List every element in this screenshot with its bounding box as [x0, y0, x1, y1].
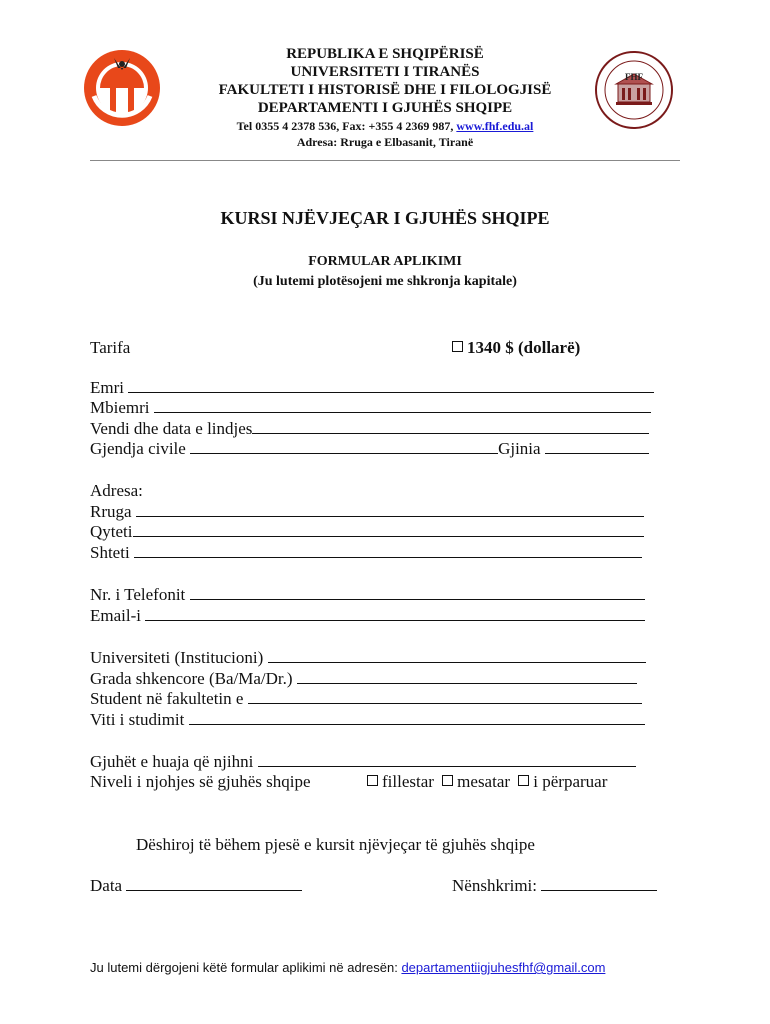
emri-input[interactable]: [128, 378, 654, 393]
vendi-label: Vendi dhe data e lindjes: [90, 419, 253, 438]
header-contact: [0, 119, 770, 134]
email-label: Email-i: [90, 606, 141, 625]
fee-checkbox[interactable]: [452, 341, 463, 352]
viti-label: Viti i studimit: [90, 710, 185, 729]
data-label: Data: [90, 876, 123, 895]
header-faculty: FAKULTETI I HISTORISË DHE I FILOLOGJISË: [218, 82, 552, 98]
rruga-input[interactable]: [136, 502, 644, 517]
field-student-fakultetin[interactable]: [90, 689, 642, 709]
field-rruga[interactable]: [90, 502, 644, 522]
grada-label: Grada shkencore (Ba/Ma/Dr.): [90, 669, 293, 688]
header-department: DEPARTAMENTI I GJUHËS SHQIPE: [257, 100, 513, 116]
emri-label: Emri: [90, 378, 124, 397]
vendi-input[interactable]: [252, 419, 649, 434]
footer-text: Ju lutemi dërgojeni këtë formular aplikimi në adresën:: [90, 960, 402, 975]
gjinia-label: Gjinia: [498, 439, 541, 458]
address-heading: Adresa:: [90, 481, 143, 500]
perparuar-checkbox[interactable]: [518, 775, 529, 786]
data-input[interactable]: [126, 876, 302, 891]
form-title: KURSI NJËVJEÇAR I GJUHËS SHQIPE: [220, 208, 550, 228]
nenshkrimi-label: Nënshkrimi:: [452, 876, 537, 895]
universiteti-label: Universiteti (Institucioni): [90, 648, 264, 667]
header-university: UNIVERSITETI I TIRANËS: [290, 64, 480, 80]
niveli-label: Niveli i njohjes së gjuhës shqipe: [90, 772, 311, 791]
mesatar-label: mesatar: [457, 772, 511, 791]
fillestar-checkbox[interactable]: [367, 775, 378, 786]
field-grada[interactable]: [90, 669, 637, 689]
email-input[interactable]: [145, 606, 645, 621]
shteti-input[interactable]: [134, 543, 642, 558]
rruga-label: Rruga: [90, 502, 132, 521]
form-subtitle: FORMULAR APLIKIMI: [308, 254, 462, 269]
option-mesatar[interactable]: [442, 772, 510, 791]
field-universiteti[interactable]: [90, 648, 646, 668]
grada-input[interactable]: [297, 669, 637, 684]
nenshkrimi-input[interactable]: [541, 876, 657, 891]
field-emri[interactable]: [90, 378, 654, 398]
field-email[interactable]: [90, 606, 645, 626]
mbiemri-label: Mbiemri: [90, 398, 150, 417]
form-instruction: (Ju lutemi plotësojeni me shkronja kapitale): [253, 274, 517, 289]
header-divider: [90, 160, 680, 161]
field-telefoni[interactable]: [90, 585, 645, 605]
field-qyteti[interactable]: [90, 522, 644, 542]
footer-instruction: [90, 960, 605, 975]
shteti-label: Shteti: [90, 543, 130, 562]
option-fillestar[interactable]: [367, 772, 434, 791]
viti-input[interactable]: [189, 710, 645, 725]
svg-text:FHF: FHF: [625, 72, 643, 82]
field-data[interactable]: [90, 876, 302, 896]
mbiemri-input[interactable]: [154, 398, 651, 413]
website-link[interactable]: www.fhf.edu.al: [456, 119, 534, 133]
option-perparuar[interactable]: [518, 772, 607, 791]
gjendja-input[interactable]: [190, 439, 498, 454]
field-gjuhet-huaja[interactable]: [90, 752, 636, 772]
telefoni-input[interactable]: [190, 585, 645, 600]
perparuar-label: i përparuar: [533, 772, 608, 791]
gjuhet-input[interactable]: [258, 752, 636, 767]
header-address: Adresa: Rruga e Elbasanit, Tiranë: [296, 135, 474, 149]
field-nenshkrimi[interactable]: [452, 876, 657, 896]
field-viti-studimit[interactable]: [90, 710, 645, 730]
qyteti-label: Qyteti: [90, 522, 133, 541]
fee-label: Tarifa: [90, 338, 131, 357]
telefoni-label: Nr. i Telefonit: [90, 585, 186, 604]
gjendja-label: Gjendja civile: [90, 439, 186, 458]
contact-phone-fax: Tel 0355 4 2378 536, Fax: +355 4 2369 987,: [236, 119, 457, 133]
student-label: Student në fakultetin e: [90, 689, 244, 708]
fillestar-label: fillestar: [382, 772, 434, 791]
niveli-options: [367, 772, 607, 792]
qyteti-input[interactable]: [133, 522, 644, 537]
field-vendi-data-lindjes[interactable]: [90, 419, 649, 439]
gjuhet-label: Gjuhët e huaja që njihni: [90, 752, 254, 771]
field-gjendja-civile[interactable]: [90, 439, 649, 459]
mesatar-checkbox[interactable]: [442, 775, 453, 786]
gjinia-input[interactable]: [545, 439, 649, 454]
footer-email-link[interactable]: departamentiigjuhesfhf@gmail.com: [401, 960, 606, 975]
student-input[interactable]: [248, 689, 642, 704]
declaration-text: Dëshiroj të bëhem pjesë e kursit njëvjeçar të gjuhës shqipe: [136, 835, 535, 854]
fee-value: 1340 $ (dollarë): [467, 338, 581, 357]
universiteti-input[interactable]: [268, 648, 646, 663]
header-republic: REPUBLIKA E SHQIPËRISË: [286, 46, 484, 62]
field-mbiemri[interactable]: [90, 398, 651, 418]
field-shteti[interactable]: [90, 543, 642, 563]
fee-option[interactable]: [452, 338, 580, 358]
